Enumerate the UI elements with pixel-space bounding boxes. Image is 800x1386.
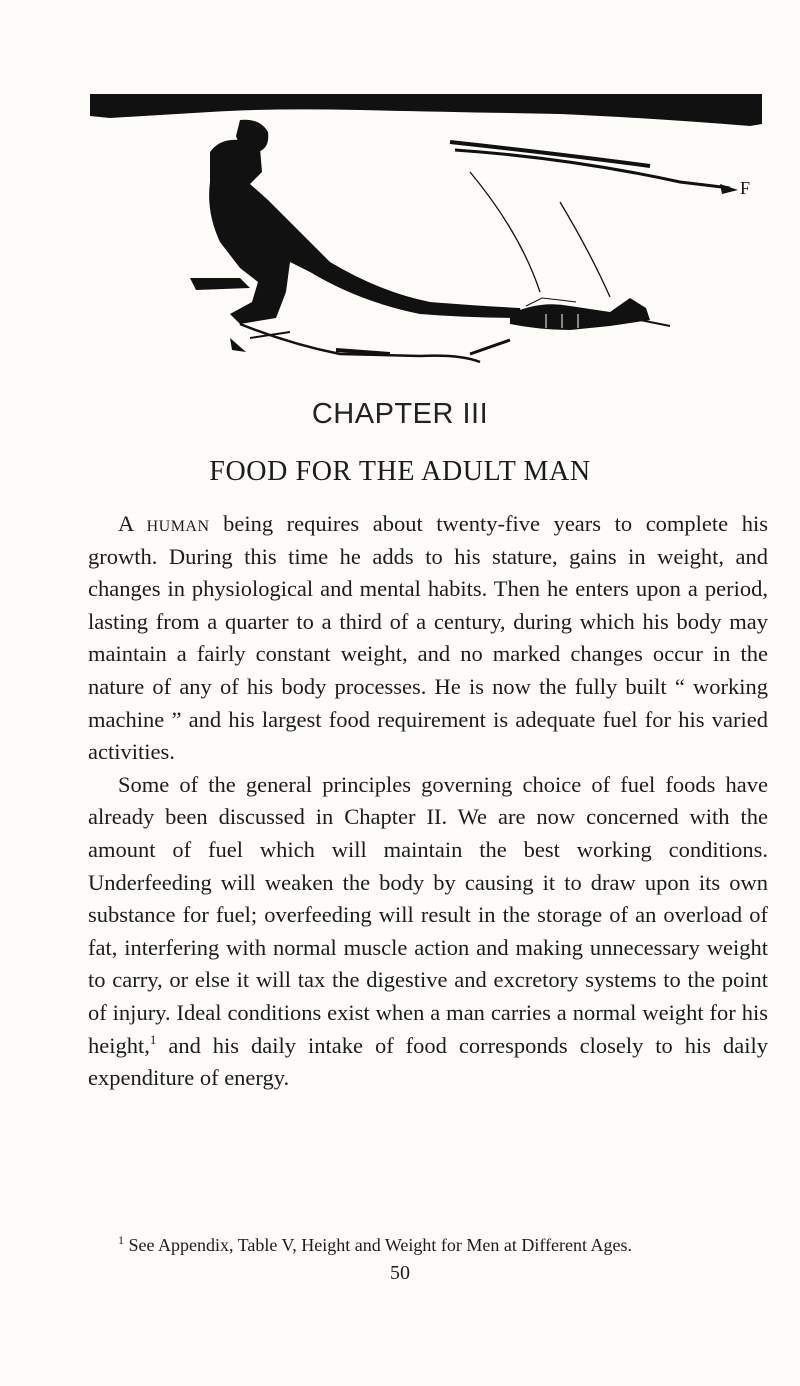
page-number: 50 [390, 1262, 410, 1284]
footnote-reference[interactable]: 1 [149, 1031, 157, 1047]
illustration-letter: F [740, 178, 751, 198]
paragraph-1-smallcaps: human [146, 511, 210, 536]
footnote-text: See Appendix, Table V, Height and Weight for Men at Different Ages. [124, 1235, 633, 1255]
paragraph-2-text-a: Some of the general principles governing choice of fuel foods have already been discussed in Chapter II. We are now concerned with the amount of fuel which will maintain the best working conditions. Underfeeding will weaken the body by causing it to draw upon its own substance for fuel; overfeeding will result in the storage of an overload of fat, interfering with normal muscle action and making unnecessary weight to carry, or else it will tax the digestive and excretory systems to the point of injury. Ideal conditions exist when a man carries a normal weight for his height, [88, 771, 768, 1058]
paragraph-1 [88, 508, 768, 769]
body-text [88, 508, 768, 1095]
footnote [118, 1233, 768, 1257]
footnote-marker: 1 [118, 1233, 124, 1247]
tug-of-war-illustration-icon [90, 92, 770, 392]
paragraph-1-lead: A [118, 511, 134, 536]
chapter-number: CHAPTER III [311, 398, 489, 430]
paragraph-2-text-b: and his daily intake of food corresponds closely to his daily expenditure of energy. [88, 1032, 768, 1091]
paragraph-1-text: being requires about twenty-five years to complete his growth. During this time he adds to his stature, gains in weight, and changes in physiological and mental habits. Then he enters upon a period, lasting from a quarter to a third of a century, during which his body may maintain a fairly constant weight, and no marked changes occur in the nature of any of his body processes. He is now the fully built “ working machine ” and his largest food requirement is adequate fuel for his varied activities. [88, 511, 768, 765]
paragraph-2 [88, 769, 768, 1095]
chapter-title: FOOD FOR THE ADULT MAN [209, 456, 591, 487]
